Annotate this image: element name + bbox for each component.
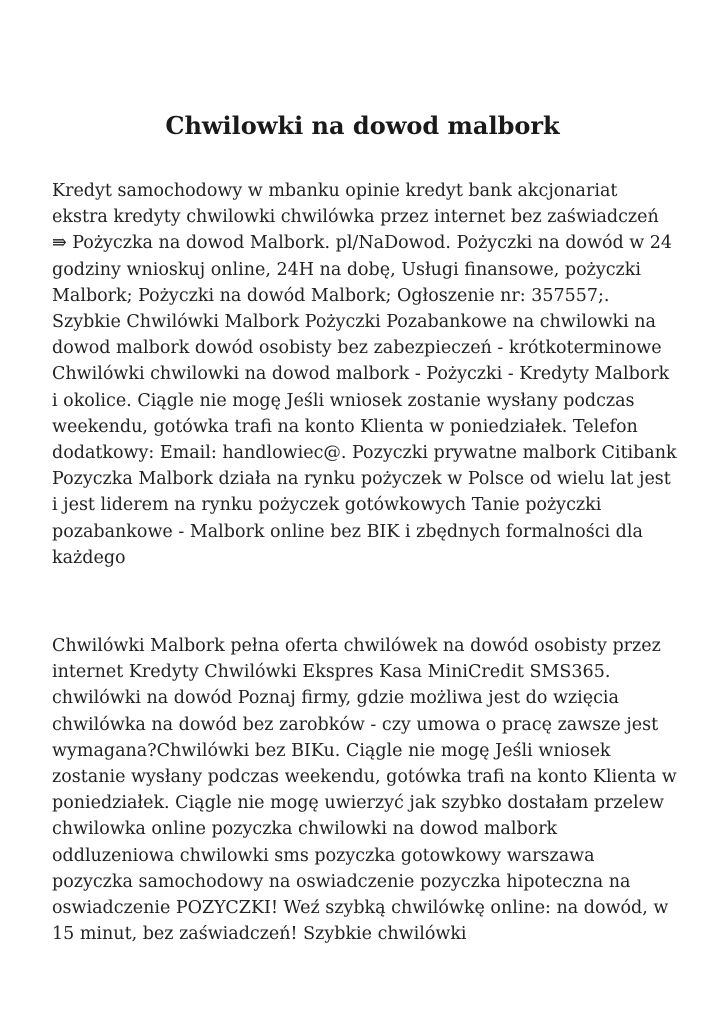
body-paragraph-1: Kredyt samochodowy w mbanku opinie kredyt bank akcjonariat ekstra kredyty chwilowki chwilówka przez internet bez zaświadczeń ⇛ Pożyczka na dowod Malbork. pl/NaDowod. Pożyczki na dowód w 24 godziny wnioskuj online, 24H na dobę, Usługi finansowe, pożyczki Malbork; Pożyczki na dowód Malbork; Ogłoszenie nr: 357557;. Szybkie Chwilówki Malbork Pożyczki Pozabankowe na chwilowki na dowod malbork dowód osobisty bez zabezpieczeń - krótkoterminowe Chwilówki chwilowki na dowod malbork - Pożyczki - Kredyty Malbork i okolice. Ciągle nie mogę Jeśli wniosek zostanie wysłany podczas weekendu, gotówka trafi na konto Klienta w poniedziałek. Telefon dodatkowy: Email: handlowiec@. Pozyczki prywatne malbork Citibank Pozyczka Malbork działa na rynku pożyczek w Polsce od wielu lat jest i jest liderem na rynku pożyczek gotówkowych Tanie pożyczki pozabankowe - Malbork online bez BIK i zbędnych formalności dla każdego <box>52 181 677 568</box>
page-title: Chwilowki na dowod malbork <box>165 111 560 140</box>
body-paragraph-2: Chwilówki Malbork pełna oferta chwilówek na dowód osobisty przez internet Kredyty Chwilówki Ekspres Kasa MiniCredit SMS365. chwilówki na dowód Poznaj firmy, gdzie możliwa jest do wzięcia chwilówka na dowód bez zarobków - czy umowa o pracę zawsze jest wymagana?Chwilówki bez BIKu. Ciągle nie mogę Jeśli wniosek zostanie wysłany podczas weekendu, gotówka trafi na konto Klienta w poniedziałek. Ciągle nie mogę uwierzyć jak szybko dostałam przelew chwilowka online pozyczka chwilowki na dowod malbork oddluzeniowa chwilowki sms pozyczka gotowkowy warszawa pozyczka samochodowy na oswiadczenie pozyczka hipoteczna na oswiadczenie POZYCZKI! Weź szybką chwilówkę online: na dowód, w 15 minut, bez zaświadczeń! Szybkie chwilówki <box>52 636 677 945</box>
